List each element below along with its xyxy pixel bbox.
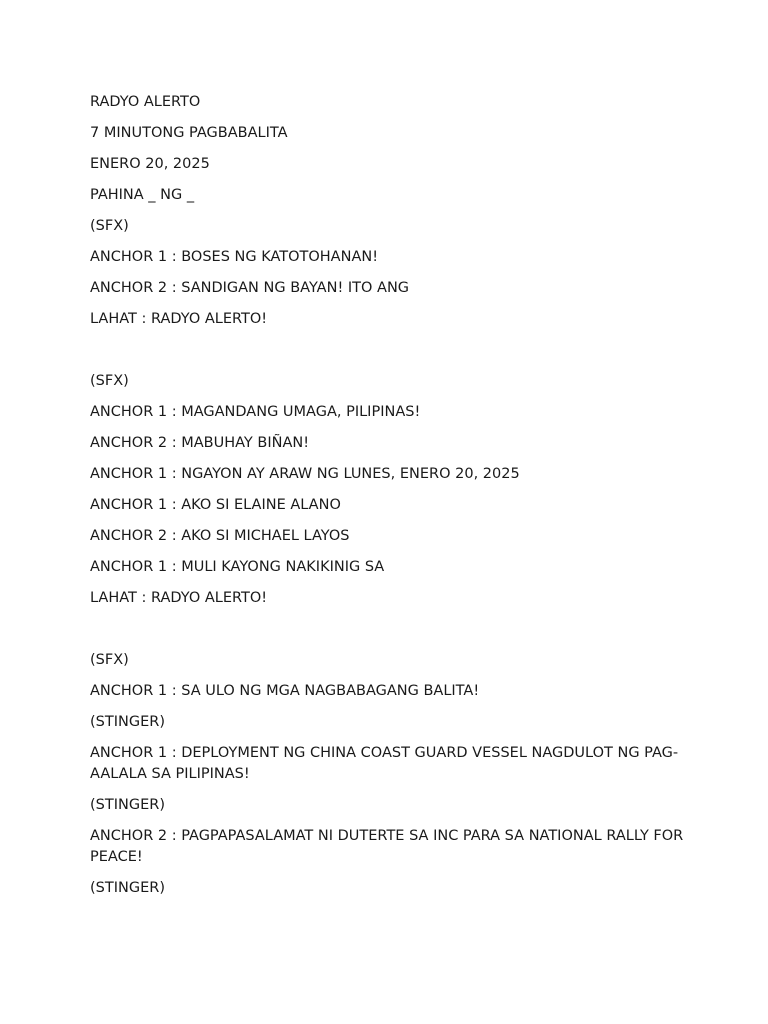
script-line-anchor-1: ANCHOR 1 : BOSES NG KATOTOHANAN!	[90, 249, 379, 265]
script-line-stinger: (STINGER)	[90, 797, 165, 813]
script-line-stinger: (STINGER)	[90, 714, 165, 730]
script-document	[90, 92, 690, 909]
blank-line	[90, 340, 690, 361]
station-title: RADYO ALERTO	[90, 94, 201, 110]
program-subtitle: 7 MINUTONG PAGBABALITA	[90, 125, 288, 141]
script-line-sfx: (SFX)	[90, 218, 129, 234]
script-line-sfx: (SFX)	[90, 652, 129, 668]
script-line-anchor-1: ANCHOR 1 : MULI KAYONG NAKIKINIG SA	[90, 559, 385, 575]
script-line-anchor-1: ANCHOR 1 : NGAYON AY ARAW NG LUNES, ENERO 20, 2025	[90, 466, 520, 482]
script-line-anchor-1: ANCHOR 1 : MAGANDANG UMAGA, PILIPINAS!	[90, 404, 421, 420]
script-line-anchor-1: ANCHOR 1 : DEPLOYMENT NG CHINA COAST GUARD VESSEL NAGDULOT NG PAG-AALALA SA PILIPINAS!	[90, 745, 679, 782]
script-line-lahat: LAHAT : RADYO ALERTO!	[90, 311, 268, 327]
page-indicator: PAHINA _ NG _	[90, 187, 195, 203]
script-line-lahat: LAHAT : RADYO ALERTO!	[90, 590, 268, 606]
script-line-stinger: (STINGER)	[90, 880, 165, 896]
script-line-anchor-2: ANCHOR 2 : PAGPAPASALAMAT NI DUTERTE SA INC PARA SA NATIONAL RALLY FOR PEACE!	[90, 828, 684, 865]
script-line-sfx: (SFX)	[90, 373, 129, 389]
script-line-anchor-2: ANCHOR 2 : MABUHAY BIÑAN!	[90, 435, 310, 451]
script-line-anchor-1: ANCHOR 1 : AKO SI ELAINE ALANO	[90, 497, 341, 513]
script-line-anchor-1: ANCHOR 1 : SA ULO NG MGA NAGBABAGANG BALITA!	[90, 683, 480, 699]
broadcast-date: ENERO 20, 2025	[90, 156, 210, 172]
script-line-anchor-2: ANCHOR 2 : SANDIGAN NG BAYAN! ITO ANG	[90, 280, 410, 296]
blank-line	[90, 619, 690, 640]
script-line-anchor-2: ANCHOR 2 : AKO SI MICHAEL LAYOS	[90, 528, 350, 544]
